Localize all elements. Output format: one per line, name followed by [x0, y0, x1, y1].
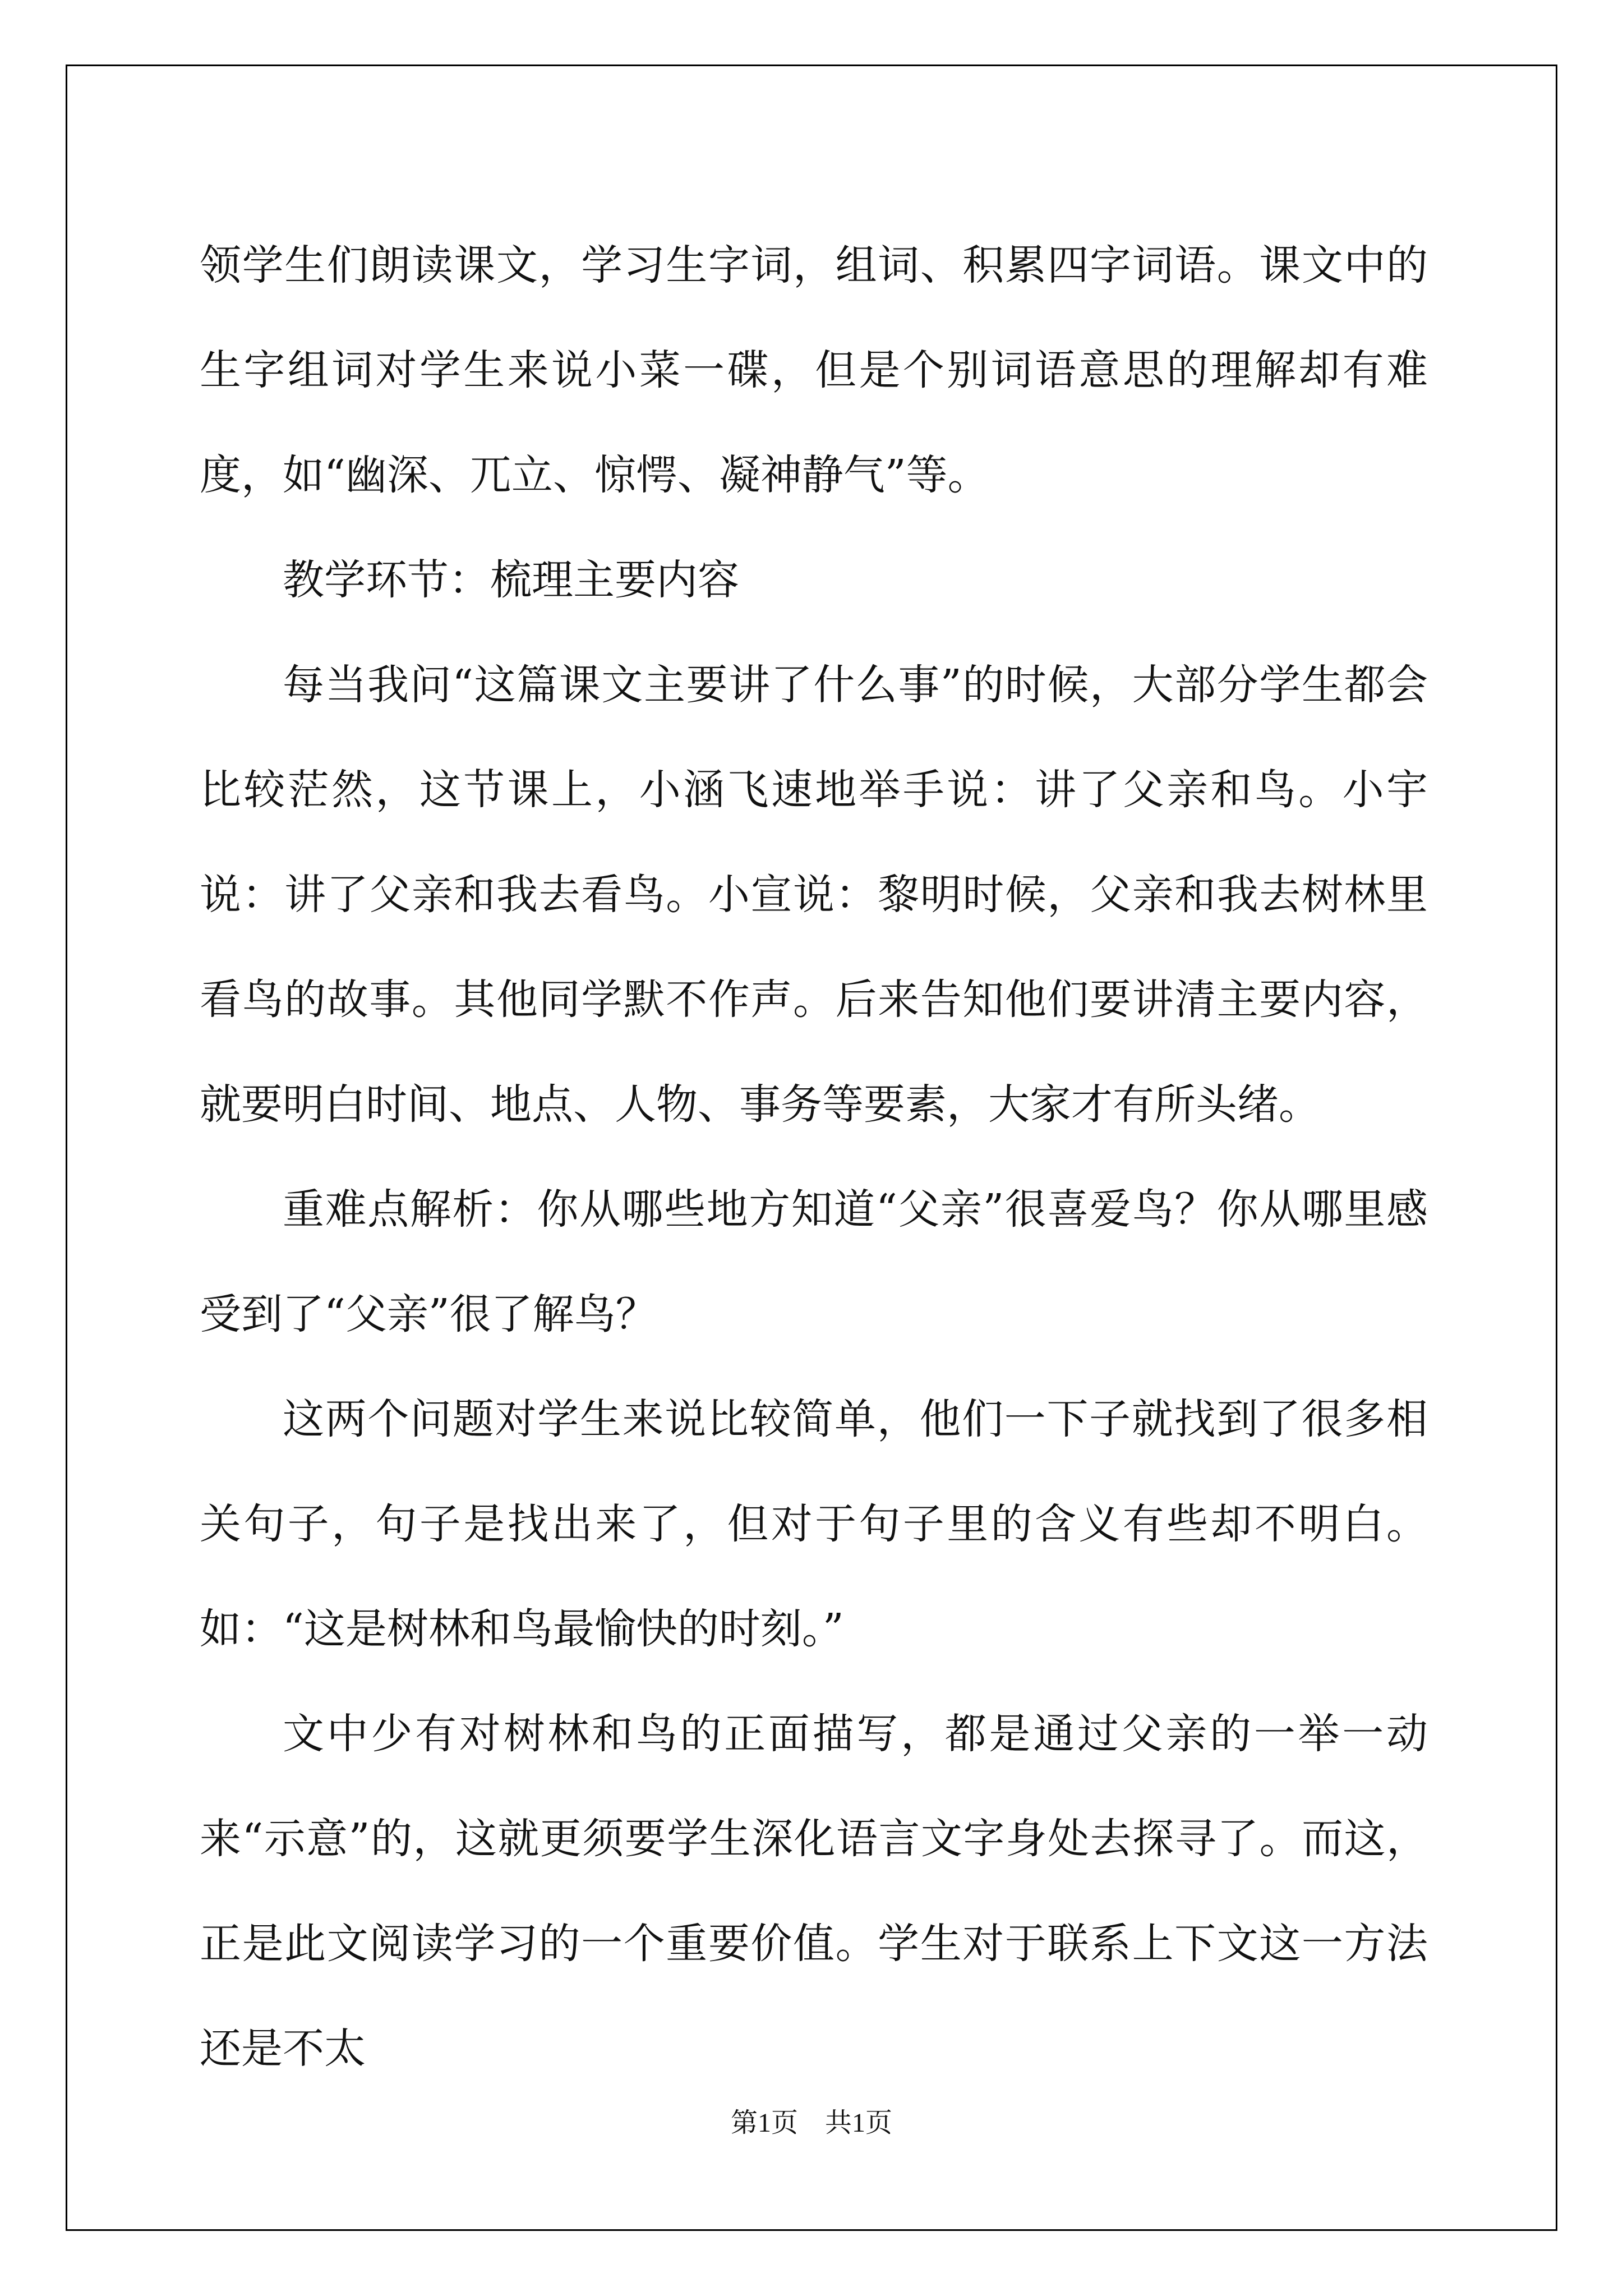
paragraph-5: 这两个问题对学生来说比较简单，他们一下子就找到了很多相关句子，句子是找出来了，但对于句子里的含义有些却不明白。如：“这是树林和鸟最愉快的时刻。” — [200, 1395, 1428, 1653]
paragraph-1: 领学生们朗读课文，学习生字词，组词、积累四字词语。课文中的生字组词对学生来说小菜一碟，但是个别词语意思的理解却有难度，如“幽深、兀立、惊愕、凝神静气”等。 — [200, 241, 1428, 499]
paragraph-4-heading: 重难点解析：你从哪些地方知道“父亲”很喜爱鸟？你从哪里感受到了“父亲”很了解鸟？ — [200, 1185, 1428, 1338]
page-number-footer: 第1页 共1页 — [730, 2108, 892, 2138]
paragraph-3: 每当我问“这篇课文主要讲了什么事”的时候，大部分学生都会比较茫然，这节课上，小涵飞速地举手说：讲了父亲和鸟。小宇说：讲了父亲和我去看鸟。小宣说：黎明时候，父亲和我去树林里看鸟的故事。其他同学默不作声。后来告知他们要讲清主要内容，就要明白时间、地点、人物、事务等要素，大家才有所头绪。 — [200, 661, 1428, 1129]
paragraph-6: 文中少有对树林和鸟的正面描写，都是通过父亲的一举一动来“示意”的，这就更须要学生深化语言文字身处去探寻了。而这，正是此文阅读学习的一个重要价值。学生对于联系上下文这一方法还是不太 — [200, 1710, 1428, 2073]
document-body — [200, 213, 1428, 2101]
paragraph-2-heading: 教学环节：梳理主要内容 — [283, 556, 739, 604]
